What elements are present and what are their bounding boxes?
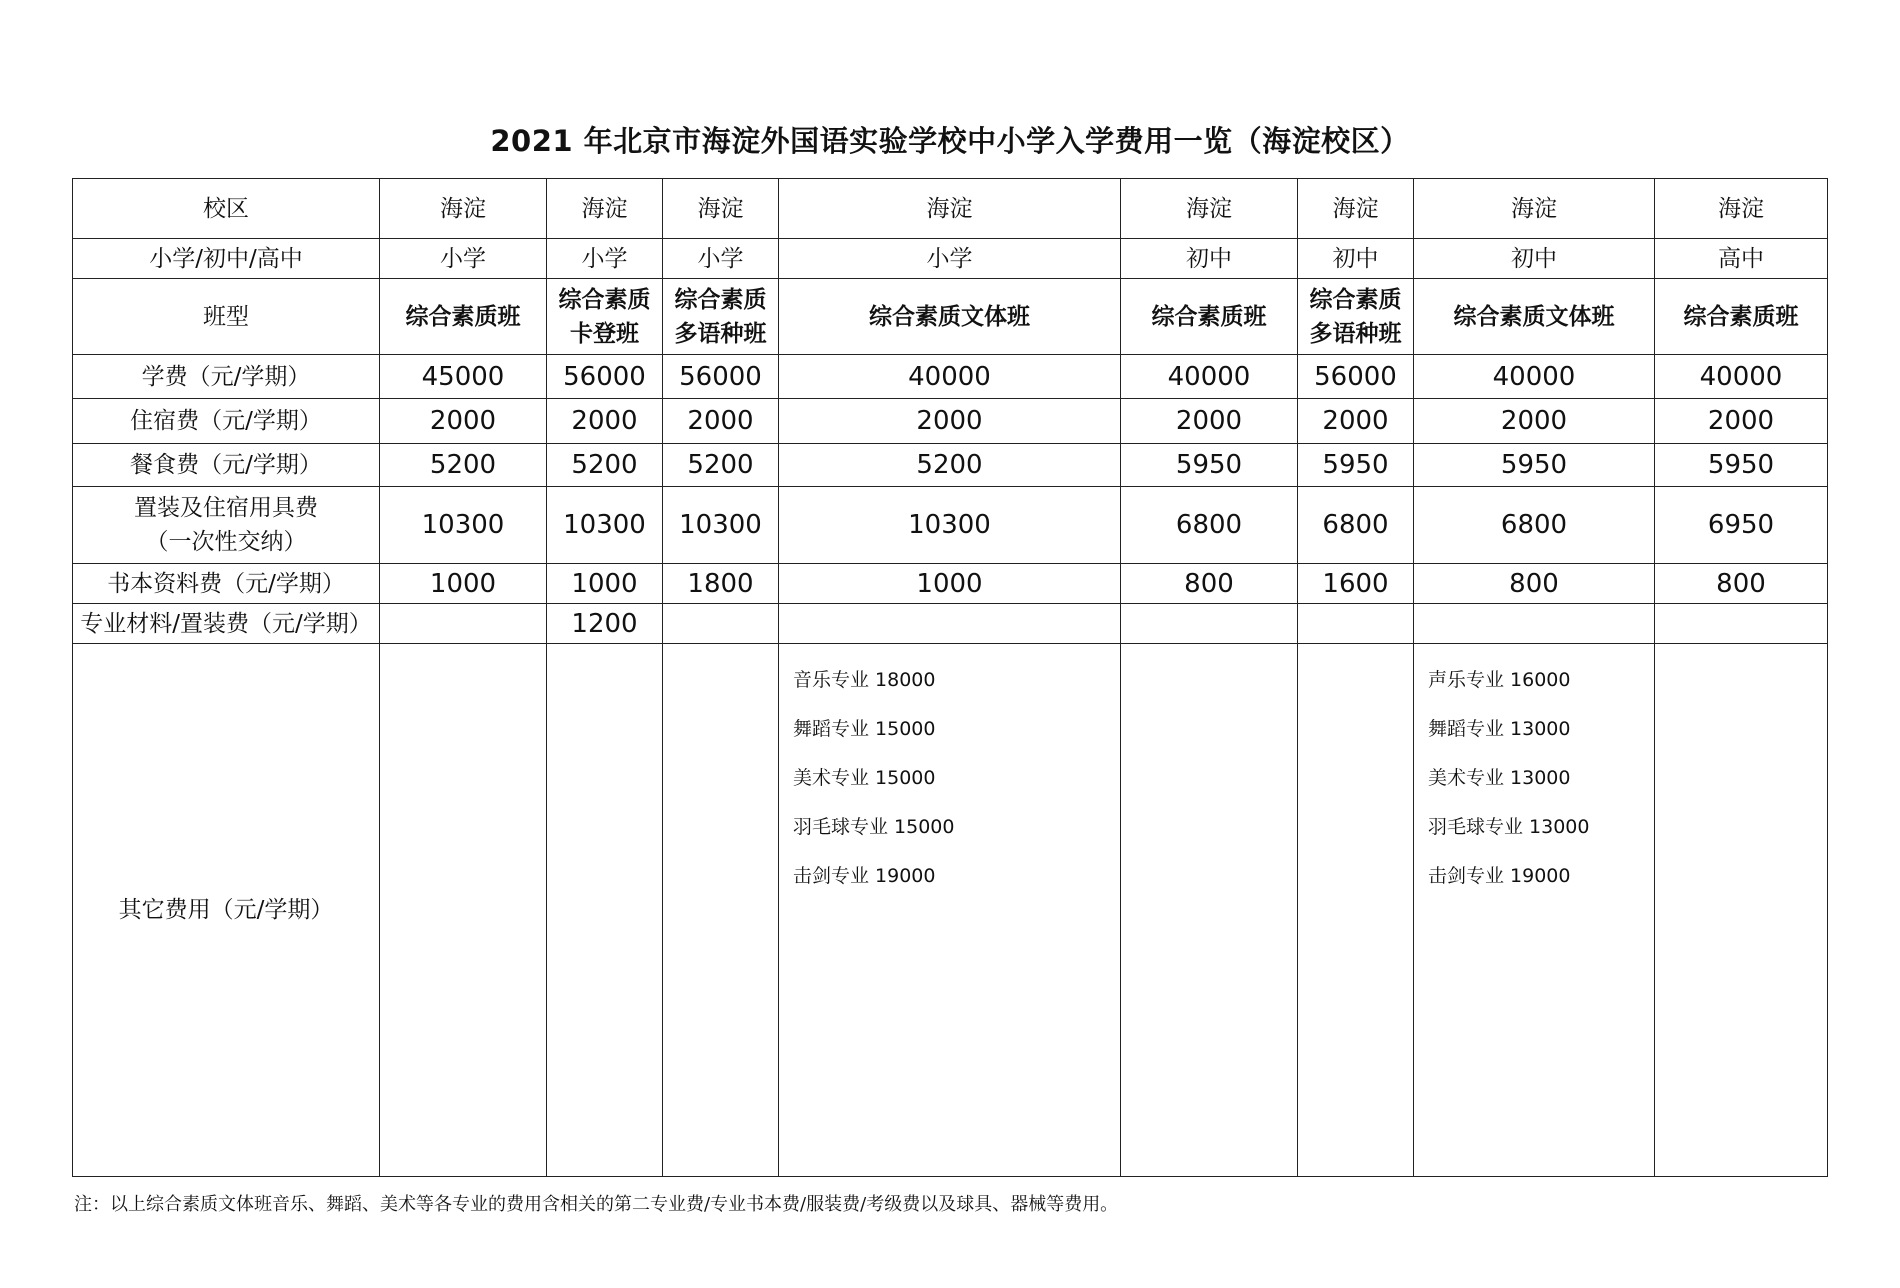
list-item: 美术专业 15000: [793, 767, 936, 789]
cell-boarding: 2000: [1298, 399, 1414, 444]
cell-uniform: 6800: [1414, 487, 1655, 564]
cell-uniform: 6950: [1655, 487, 1828, 564]
cell-boarding: 2000: [663, 399, 779, 444]
cell-other: [1121, 644, 1298, 1177]
cell-class-type: [779, 279, 1121, 355]
cell-class-type: [1655, 279, 1828, 355]
cell-boarding: 2000: [1121, 399, 1298, 444]
row-materials: [73, 604, 1828, 644]
cell-campus: 海淀: [547, 179, 663, 239]
cell-other: [380, 644, 547, 1177]
row-label-meals: 餐食费（元/学期）: [73, 444, 380, 487]
row-campus: [73, 179, 1828, 239]
class-type-line1: 综合素质班: [1683, 303, 1799, 330]
row-label-materials: 专业材料/置装费（元/学期）: [73, 604, 380, 644]
row-level: [73, 239, 1828, 279]
cell-materials: [1298, 604, 1414, 644]
cell-level: 高中: [1655, 239, 1828, 279]
footnote: 注：以上综合素质文体班音乐、舞蹈、美术等各专业的费用含相关的第二专业费/专业书本费/服装费/考级费以及球具、器械等费用。: [74, 1194, 1119, 1215]
page-title: 2021 年北京市海淀外国语实验学校中小学入学费用一览（海淀校区）: [490, 124, 1410, 158]
list-item: 击剑专业 19000: [793, 865, 936, 887]
cell-books: 800: [1414, 564, 1655, 604]
list-item: 音乐专业 18000: [793, 669, 936, 691]
class-type-line2: 多语种班: [674, 320, 767, 347]
cell-level: 初中: [1298, 239, 1414, 279]
cell-uniform: 6800: [1298, 487, 1414, 564]
cell-class-type: [547, 279, 663, 355]
row-meals: [73, 444, 1828, 487]
cell-other: [547, 644, 663, 1177]
cell-boarding: 2000: [547, 399, 663, 444]
cell-materials: [663, 604, 779, 644]
cell-materials: [779, 604, 1121, 644]
cell-other-list: [1414, 644, 1655, 1177]
cell-meals: 5950: [1655, 444, 1828, 487]
class-type-line1: 综合素质: [558, 286, 651, 313]
row-label-boarding: 住宿费（元/学期）: [73, 399, 380, 444]
cell-tuition: 56000: [663, 355, 779, 399]
list-item: 美术专业 13000: [1428, 767, 1571, 789]
uniform-label-line2: （一次性交纳）: [145, 529, 307, 555]
row-books: [73, 564, 1828, 604]
class-type-line1: 综合素质文体班: [869, 303, 1030, 330]
cell-meals: 5950: [1121, 444, 1298, 487]
row-boarding: [73, 399, 1828, 444]
cell-other-list: [779, 644, 1121, 1177]
cell-meals: 5200: [663, 444, 779, 487]
cell-books: 800: [1121, 564, 1298, 604]
cell-tuition: 40000: [1121, 355, 1298, 399]
fee-table: [72, 178, 1828, 1177]
cell-books: 800: [1655, 564, 1828, 604]
cell-campus: 海淀: [380, 179, 547, 239]
cell-boarding: 2000: [1655, 399, 1828, 444]
cell-meals: 5200: [380, 444, 547, 487]
cell-uniform: 10300: [380, 487, 547, 564]
cell-boarding: 2000: [779, 399, 1121, 444]
cell-class-type: [1298, 279, 1414, 355]
cell-boarding: 2000: [1414, 399, 1655, 444]
list-item: 声乐专业 16000: [1428, 669, 1571, 691]
cell-books: 1000: [547, 564, 663, 604]
cell-books: 1800: [663, 564, 779, 604]
cell-class-type: [1414, 279, 1655, 355]
cell-class-type: [1121, 279, 1298, 355]
cell-campus: 海淀: [1414, 179, 1655, 239]
class-type-line1: 综合素质: [1309, 286, 1402, 313]
row-label-tuition: 学费（元/学期）: [73, 355, 380, 399]
cell-materials: [1655, 604, 1828, 644]
cell-other: [1655, 644, 1828, 1177]
cell-other: [663, 644, 779, 1177]
cell-tuition: 40000: [1655, 355, 1828, 399]
cell-uniform: 10300: [779, 487, 1121, 564]
list-item: 舞蹈专业 13000: [1428, 718, 1571, 740]
row-label-class-type: 班型: [73, 279, 380, 355]
row-tuition: [73, 355, 1828, 399]
cell-level: 小学: [380, 239, 547, 279]
cell-books: 1600: [1298, 564, 1414, 604]
cell-materials: 1200: [547, 604, 663, 644]
class-type-line1: 综合素质文体班: [1453, 303, 1615, 330]
cell-materials: [380, 604, 547, 644]
cell-tuition: 56000: [547, 355, 663, 399]
cell-campus: 海淀: [1121, 179, 1298, 239]
row-uniform: [73, 487, 1828, 564]
row-label-campus: 校区: [73, 179, 380, 239]
cell-level: 初中: [1414, 239, 1655, 279]
cell-uniform: 6800: [1121, 487, 1298, 564]
row-class-type: [73, 279, 1828, 355]
cell-tuition: 56000: [1298, 355, 1414, 399]
cell-class-type: [380, 279, 547, 355]
row-label-other: 其它费用（元/学期）: [73, 644, 380, 1177]
cell-books: 1000: [380, 564, 547, 604]
cell-tuition: 45000: [380, 355, 547, 399]
cell-uniform: 10300: [547, 487, 663, 564]
row-label-level: 小学/初中/高中: [73, 239, 380, 279]
cell-books: 1000: [779, 564, 1121, 604]
list-item: 舞蹈专业 15000: [793, 718, 936, 740]
cell-tuition: 40000: [779, 355, 1121, 399]
cell-level: 初中: [1121, 239, 1298, 279]
cell-tuition: 40000: [1414, 355, 1655, 399]
class-type-line1: 综合素质班: [1151, 303, 1267, 330]
row-other: [73, 644, 1828, 1177]
cell-meals: 5950: [1414, 444, 1655, 487]
cell-meals: 5200: [779, 444, 1121, 487]
cell-other: [1298, 644, 1414, 1177]
list-item: 羽毛球专业 13000: [1428, 816, 1590, 838]
list-item: 羽毛球专业 15000: [793, 816, 955, 838]
cell-campus: 海淀: [663, 179, 779, 239]
cell-level: 小学: [547, 239, 663, 279]
cell-level: 小学: [663, 239, 779, 279]
cell-materials: [1121, 604, 1298, 644]
class-type-line1: 综合素质: [674, 286, 767, 313]
cell-class-type: [663, 279, 779, 355]
cell-meals: 5200: [547, 444, 663, 487]
class-type-line1: 综合素质班: [405, 303, 521, 330]
uniform-label-line1: 置装及住宿用具费: [134, 495, 318, 521]
cell-campus: 海淀: [1298, 179, 1414, 239]
class-type-line2: 卡登班: [570, 320, 639, 347]
cell-meals: 5950: [1298, 444, 1414, 487]
row-label-uniform: [73, 487, 380, 564]
list-item: 击剑专业 19000: [1428, 865, 1571, 887]
row-label-books: 书本资料费（元/学期）: [73, 564, 380, 604]
cell-uniform: 10300: [663, 487, 779, 564]
cell-boarding: 2000: [380, 399, 547, 444]
cell-campus: 海淀: [779, 179, 1121, 239]
class-type-line2: 多语种班: [1309, 320, 1402, 347]
cell-level: 小学: [779, 239, 1121, 279]
cell-campus: 海淀: [1655, 179, 1828, 239]
cell-materials: [1414, 604, 1655, 644]
